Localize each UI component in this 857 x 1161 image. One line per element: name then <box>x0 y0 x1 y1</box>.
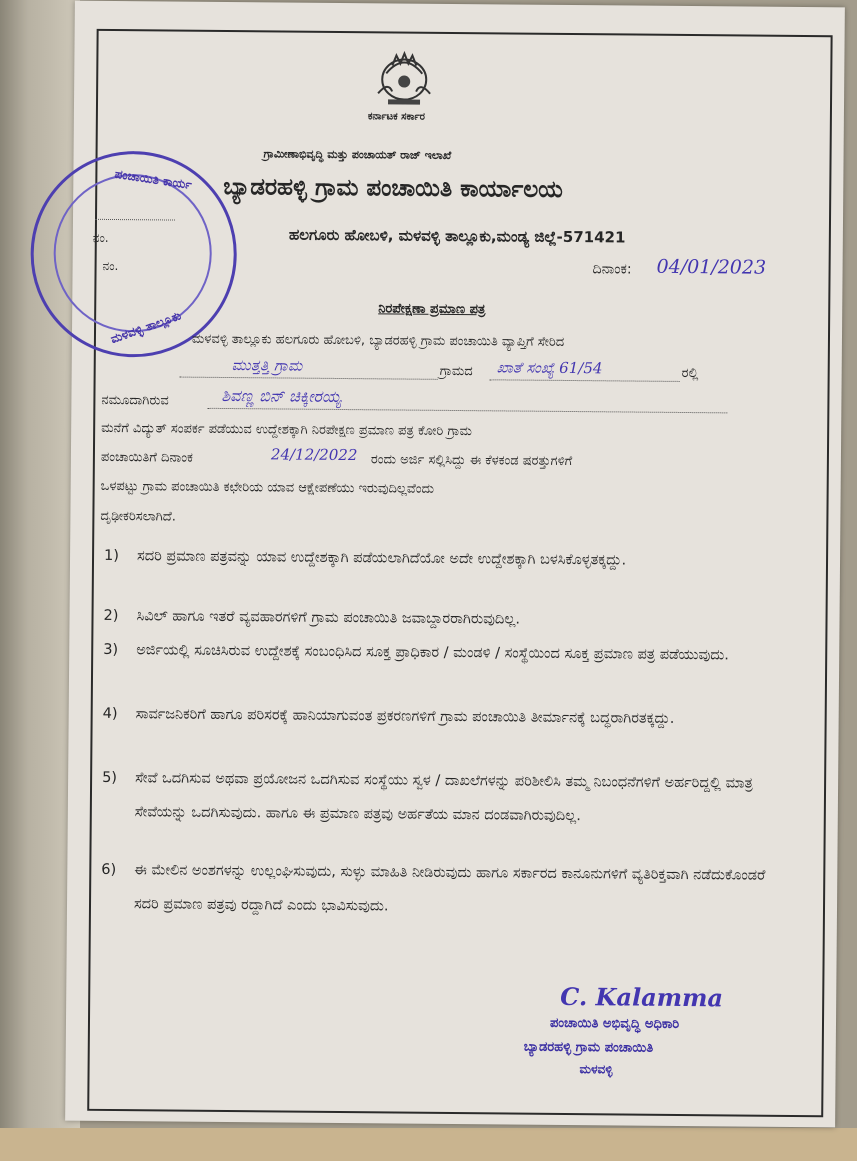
stamp-place: ಮಳವಳ್ಳಿ <box>579 1062 613 1077</box>
condition-item: 6) ಈ ಮೇಲಿನ ಅಂಶಗಳನ್ನು ಉಲ್ಲಂಘಿಸುವುದು, ಸುಳ್ಳು ಮಾಹಿತಿ ನೀಡಿರುವುದು ಹಾಗೂ ಸರ್ಕಾರದ ಕಾನೂನುಗಳಿಗೆ ವ್ಯತಿರಿಕ್ತವಾಗಿ ನಡೆದುಕೊಂಡರೆ ಸದರಿ ಪ್ರಮಾಣ ಪತ್ರವು ರದ್ದಾಗಿದೆ ಎಂದು ಭಾವಿಸುವುದು. <box>101 861 766 915</box>
certificate-title: ನಿರಪೇಕ್ಷಣಾ ಪ್ರಮಾಣ ಪತ್ರ <box>378 301 486 318</box>
state-emblem-icon <box>364 43 445 114</box>
stamp-office: ಬ್ಯಾಡರಹಳ್ಳಿ ಗ್ರಾಮ ಪಂಚಾಯಿತಿ <box>523 1039 654 1056</box>
no-label: ನಂ. <box>102 258 119 274</box>
signature-block <box>490 981 751 1081</box>
date-label: ದಿನಾಂಕ: <box>592 261 632 278</box>
officer-signature: C. Kalamma <box>560 981 724 1013</box>
stamp-designation: ಪಂಚಾಯಿತಿ ಅಭಿವೃದ್ಧಿ ಅಧಿಕಾರಿ <box>549 1015 680 1032</box>
seal-bottom-text: ಮಳವಳ್ಳಿ ತಾಲ್ಲೂಕು <box>108 308 183 347</box>
condition-item: 4) ಸಾರ್ವಜನಿಕರಿಗೆ ಹಾಗೂ ಪರಿಸರಕ್ಕೆ ಹಾನಿಯಾಗುವಂತ ಪ್ರಕರಣಗಳಿಗೆ ಗ್ರಾಮ ಪಂಚಾಯಿತಿ ತೀರ್ಮಾನಕ್ಕೆ ಬದ್ಧರಾಗಿರತಕ್ಕದ್ದು. <box>102 705 675 727</box>
body-line-4: ಮನೆಗೆ ವಿದ್ಯುತ್ ಸಂಪರ್ಕ ಪಡೆಯುವ ಉದ್ದೇಶಕ್ಕಾಗಿ ನಿರಪೇಕ್ಷಣ ಪ್ರಮಾಣ ಪತ್ರ ಕೋರಿ ಗ್ರಾಮ <box>101 420 473 440</box>
department-name: ಗ್ರಾಮೀಣಾಭಿವೃದ್ಧಿ ಮತ್ತು ಪಂಚಾಯತ್ ರಾಜ್ ಇಲಾಖೆ <box>263 147 452 162</box>
body-line-3a: ನಮೂದಾಗಿರುವ <box>101 392 169 409</box>
owner-name: ಶಿವಣ್ಣ ಬಿನ್ ಚಿಕ್ಕೀರಯ್ಯ <box>221 385 342 407</box>
condition-item: 2) ಸಿವಿಲ್ ಹಾಗೂ ಇತರೆ ವ್ಯವಹಾರಗಳಿಗೆ ಗ್ರಾಮ ಪಂಚಾಯಿತಿ ಜವಾಬ್ದಾರರಾಗಿರುವುದಿಲ್ಲ. <box>103 607 521 628</box>
condition-item: 5) ಸೇವೆ ಒದಗಿಸುವ ಅಥವಾ ಪ್ರಯೋಜನ ಒದಗಿಸುವ ಸಂಸ್ಥೆಯು ಸ್ವಳ / ದಾಖಲೆಗಳನ್ನು ಪರಿಶೀಲಿಸಿ ತಮ್ಮ ನಿಬಂಧನೆಗಳಿಗೆ ಅರ್ಹರಿದ್ದಲ್ಲಿ ಮಾತ್ರ ಸೇವೆಯನ್ನು ಒದಗಿಸುವುದು. ಹಾಗೂ ಈ ಪ್ರಮಾಣ ಪತ್ರವು ಅರ್ಹತೆಯ ಮಾನ ದಂಡವಾಗಿರುವುದಿಲ್ಲ. <box>102 769 753 825</box>
body-line-2a: ಗ್ರಾಮದ <box>439 363 473 380</box>
panchayat-seal <box>30 150 238 358</box>
govt-label: ಕರ್ನಾಟಕ ಸರ್ಕಾರ <box>367 111 426 123</box>
body-line-1: ಮಳವಳ್ಳಿ ತಾಲ್ಲೂಕು ಹಲಗೂರು ಹೋಬಳಿ, ಬ್ಯಾಡರಹಳ್ಳಿ ಗ್ರಾಮ ಪಂಚಾಯಿತಿ ವ್ಯಾಪ್ತಿಗೆ ಸೇರಿದ <box>191 331 565 350</box>
date-value: 04/01/2023 <box>656 255 767 279</box>
table-surface <box>0 1128 857 1161</box>
body-line-5a: ಪಂಚಾಯಿತಿಗೆ ದಿನಾಂಕ <box>100 449 193 466</box>
application-date: 24/12/2022 <box>270 445 358 465</box>
seal-top-text: ಪಂಚಾಯಿತಿ ಕಾರ್ಯ <box>113 166 193 193</box>
body-line-7: ದೃಢೀಕರಿಸಲಾಗಿದೆ. <box>100 508 176 525</box>
body-line-6: ಒಳಪಟ್ಟು ಗ್ರಾಮ ಪಂಚಾಯಿತಿ ಕಛೇರಿಯ ಯಾವ ಆಕ್ಷೇಪಣೆಯು ಇರುವುದಿಲ್ಲವೆಂದು <box>100 478 435 497</box>
office-address: ಹಲಗೂರು ಹೋಬಳಿ, ಮಳವಳ್ಳಿ ತಾಲ್ಲೂಕು,ಮಂಡ್ಯ ಜಿಲ್ಲೆ-571421 <box>288 225 626 247</box>
office-name: ಬ್ಯಾಡರಹಳ್ಳಿ ಗ್ರಾಮ ಪಂಚಾಯಿತಿ ಕಾರ್ಯಾಲಯ <box>223 173 563 203</box>
body-line-5b: ರಂದು ಅರ್ಜಿ ಸಲ್ಲಿಸಿದ್ದು ಈ ಕೆಳಕಂಡ ಷರತ್ತುಗಳಿಗೆ <box>370 452 573 470</box>
body-line-2b: ರಲ್ಲಿ <box>681 365 699 382</box>
village-name: ಮುತ್ತತ್ತಿ ಗ್ರಾಮ <box>231 356 303 375</box>
property-number: ಖಾತೆ ಸಂಖ್ಯೆ 61/54 <box>496 358 603 378</box>
condition-item: 3) ಅರ್ಜಿಯಲ್ಲಿ ಸೂಚಿಸಿರುವ ಉದ್ದೇಶಕ್ಕೆ ಸಂಬಂಧಿಸಿದ ಸೂಕ್ತ ಪ್ರಾಧಿಕಾರ / ಮಂಡಳಿ / ಸಂಸ್ಥೆಯಿಂದ ಸೂಕ್ತ ಪ್ರಮಾಣ ಪತ್ರ ಪಡೆಯುವುದು. <box>103 641 729 664</box>
condition-item: 1) ಸದರಿ ಪ್ರಮಾಣ ಪತ್ರವನ್ನು ಯಾವ ಉದ್ದೇಶಕ್ಕಾಗಿ ಪಡೆಯಲಾಗಿದೆಯೋ ಅದೇ ಉದ್ದೇಶಕ್ಕಾಗಿ ಬಳಸಿಕೊಳ್ಳತಕ್ಕದ್ದು. <box>103 547 627 569</box>
certificate-page: ಕರ್ನಾಟಕ ಸರ್ಕಾರ ಗ್ರಾಮೀಣಾಭಿವೃದ್ಧಿ ಮತ್ತು ಪಂಚಾಯತ್ ರಾಜ್ ಇಲಾಖೆ ಬ್ಯಾಡರಹಳ್ಳಿ ಗ್ರಾಮ ಪಂಚಾಯಿತಿ ಕಾರ್ಯಾಲಯ ಹಲಗೂರು ಹೋಬಳಿ, ಮಳವಳ್ಳಿ ತಾಲ್ಲೂಕು,ಮಂಡ್ಯ ಜಿಲ್ಲೆ-571421 ಪಂಚಾಯಿತಿ ಕಾರ್ಯ ಮಳವಳ್ಳಿ ತಾಲ್ಲೂಕು ನಂ. ನಂ. ದಿನಾಂಕ: 04/01/2023 ನಿರಪೇಕ್ಷಣಾ ಪ್ರಮಾಣ ಪತ್ರ ಮಳವಳ್ಳಿ ತಾಲ್ಲೂಕು ಹಲಗೂರು ಹೋಬಳಿ, ಬ್ಯಾಡರಹಳ್ಳಿ ಗ್ರಾಮ ಪಂಚಾಯಿತಿ ವ್ಯಾಪ್ತಿಗೆ ಸೇರಿದ ಮುತ್ತತ್ತಿ ಗ್ರಾಮ ಗ್ರಾಮದ ಖಾತೆ ಸಂಖ್ಯೆ 61/54 ರಲ್ಲಿ ನಮೂದಾಗಿರುವ ಶಿವಣ್ಣ ಬಿನ್ ಚಿಕ್ಕೀರಯ್ಯ ಮನೆಗೆ ವಿದ್ಯುತ್ ಸಂಪರ್ಕ ಪಡೆಯುವ ಉದ್ದೇಶಕ್ಕಾಗಿ ನಿರಪೇಕ್ಷಣ ಪ್ರಮಾಣ ಪತ್ರ ಕೋರಿ ಗ್ರಾಮ ಪಂಚಾಯಿತಿಗೆ ದಿನಾಂಕ 24/12/2022 ರಂದು ಅರ್ಜಿ ಸಲ್ಲಿಸಿದ್ದು ಈ ಕೆಳಕಂಡ ಷರತ್ತುಗಳಿಗೆ ಒಳಪಟ್ಟು ಗ್ರಾಮ ಪಂಚಾಯಿತಿ ಕಛೇರಿಯ ಯಾವ ಆಕ್ಷೇಪಣೆಯು ಇರುವುದಿಲ್ಲವೆಂದು ದೃಢೀಕರಿಸಲಾಗಿದೆ. 1) ಸದರಿ ಪ್ರಮಾಣ ಪತ್ರವನ್ನು ಯಾವ ಉದ್ದೇಶಕ್ಕಾಗಿ ಪಡೆಯಲಾಗಿದೆಯೋ ಅದೇ ಉದ್ದೇಶಕ್ಕಾಗಿ ಬಳಸಿಕೊಳ್ಳತಕ್ಕದ್ದು. 2) ಸಿವಿಲ್ ಹಾಗೂ ಇತರೆ ವ್ಯವಹಾರಗಳಿಗೆ ಗ್ರಾಮ ಪಂಚಾಯಿತಿ ಜವಾಬ್ದಾರರಾಗಿರುವುದಿಲ್ಲ. 3) ಅರ್ಜಿಯಲ್ಲಿ ಸೂಚಿಸಿರುವ ಉದ್ದೇಶಕ್ಕೆ ಸಂಬಂಧಿಸಿದ ಸೂಕ್ತ ಪ್ರಾಧಿಕಾರ / ಮಂಡಳಿ / ಸಂಸ್ಥೆಯಿಂದ ಸೂಕ್ತ ಪ್ರಮಾಣ ಪತ್ರ ಪಡೆಯುವುದು. 4) ಸಾರ್ವಜನಿಕರಿಗೆ ಹಾಗೂ ಪರಿಸರಕ್ಕೆ ಹಾನಿಯಾಗುವಂತ ಪ್ರಕರಣಗಳಿಗೆ ಗ್ರಾಮ ಪಂಚಾಯಿತಿ ತೀರ್ಮಾನಕ್ಕೆ ಬದ್ಧರಾಗಿರತಕ್ಕದ್ದು. 5) ಸೇವೆ ಒದಗಿಸುವ ಅಥವಾ ಪ್ರಯೋಜನ ಒದಗಿಸುವ ಸಂಸ್ಥೆಯು ಸ್ವಳ / ದಾಖಲೆಗಳನ್ನು ಪರಿಶೀಲಿಸಿ ತಮ್ಮ ನಿಬಂಧನೆಗಳಿಗೆ ಅರ್ಹರಿದ್ದಲ್ಲಿ ಮಾತ್ರ ಸೇವೆಯನ್ನು ಒದಗಿಸುವುದು. ಹಾಗೂ ಈ ಪ್ರಮಾಣ ಪತ್ರವು ಅರ್ಹತೆಯ ಮಾನ ದಂಡವಾಗಿರುವುದಿಲ್ಲ. 6) ಈ ಮೇಲಿನ ಅಂಶಗಳನ್ನು ಉಲ್ಲಂಘಿಸುವುದು, ಸುಳ್ಳು ಮಾಹಿತಿ ನೀಡಿರುವುದು ಹಾಗೂ ಸರ್ಕಾರದ ಕಾನೂನುಗಳಿಗೆ ವ್ಯತಿರಿಕ್ತವಾಗಿ ನಡೆದುಕೊಂಡರೆ ಸದರಿ ಪ್ರಮಾಣ ಪತ್ರವು ರದ್ದಾಗಿದೆ ಎಂದು ಭಾವಿಸುವುದು. C. Kalamma ಪಂಚಾಯಿತಿ ಅಭಿವೃದ್ಧಿ ಅಧಿಕಾರಿ ಬ್ಯಾಡರಹಳ್ಳಿ ಗ್ರಾಮ ಪಂಚಾಯಿತಿ ಮಳವಳ್ಳಿ <box>65 1 845 1128</box>
